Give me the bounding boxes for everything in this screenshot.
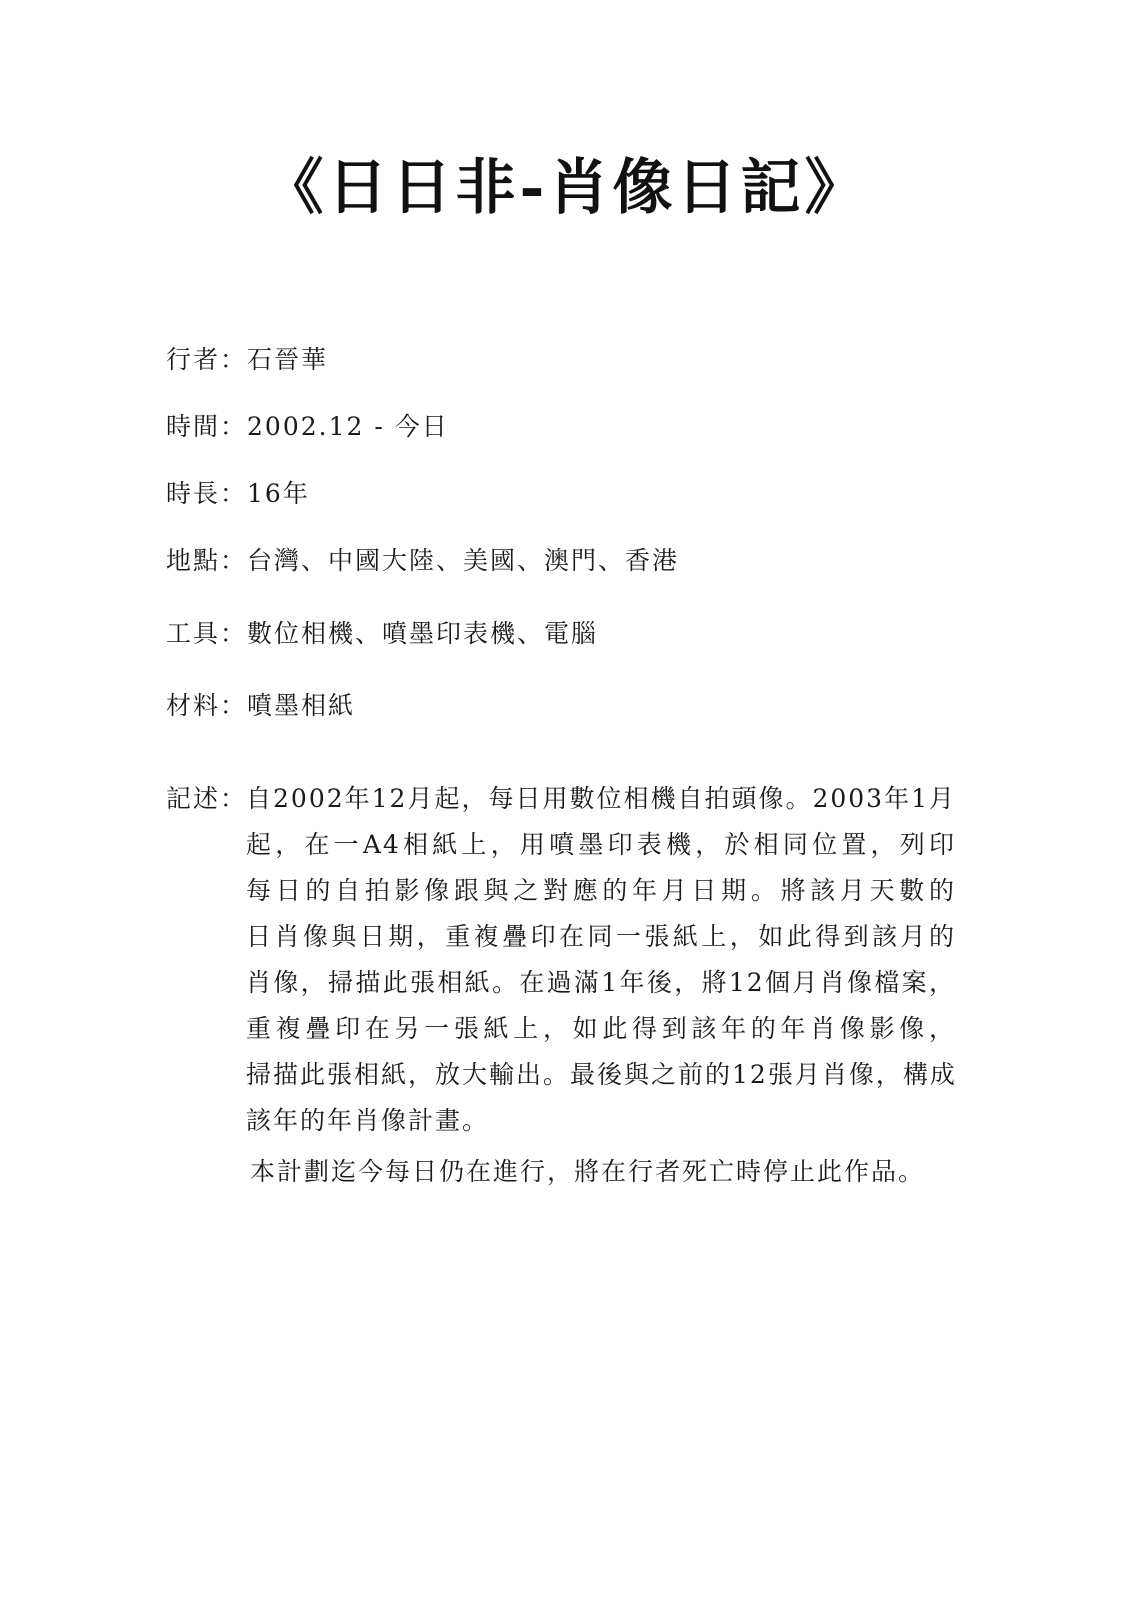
- description-line: 日肖像與日期，重複疊印在同一張紙上，如此得到該月的: [246, 922, 956, 951]
- field-colon: ：: [220, 345, 248, 374]
- description-line: 起，在一A4相紙上，用噴墨印表機，於相同位置，列印: [246, 830, 956, 859]
- field-value: 台灣、中國大陸、美國、澳門、香港: [247, 546, 680, 575]
- field-tools: [166, 616, 598, 652]
- field-value: 數位相機、噴墨印表機、電腦: [247, 619, 599, 648]
- field-materials: [166, 688, 355, 724]
- field-value: 16年: [247, 479, 310, 508]
- field-time: [166, 409, 449, 445]
- description-line: 自2002年12月起，每日用數位相機自拍頭像。2003年1月: [246, 784, 956, 813]
- field-colon: ：: [220, 412, 248, 441]
- closing-statement: 本計劃迄今每日仍在進行，將在行者死亡時停止此作品。: [250, 1157, 926, 1186]
- description-block: [166, 776, 966, 1144]
- field-colon: ：: [220, 479, 248, 508]
- field-duration: [166, 476, 310, 512]
- field-label: 行者: [166, 345, 221, 374]
- field-value: 噴墨相紙: [247, 691, 356, 720]
- description-label: 記述：: [166, 784, 248, 813]
- field-value: 石晉華: [247, 345, 329, 374]
- description-line: 該年的年肖像計畫。: [246, 1106, 490, 1135]
- description-body: [246, 776, 956, 1144]
- description-line: 重複疊印在另一張紙上，如此得到該年的年肖像影像，: [246, 1014, 956, 1043]
- field-label: 地點: [166, 546, 221, 575]
- description-line: 肖像，掃描此張相紙。在過滿1年後，將12個月肖像檔案，: [246, 968, 956, 997]
- field-label: 時長: [166, 479, 221, 508]
- field-label: 材料: [166, 691, 221, 720]
- field-locations: [166, 543, 679, 579]
- description-line: 每日的自拍影像跟與之對應的年月日期。將該月天數的: [246, 876, 956, 905]
- field-colon: ：: [220, 546, 248, 575]
- field-value: 2002.12 - 今日: [247, 412, 449, 441]
- description-line: 掃描此張相紙，放大輸出。最後與之前的12張月肖像，構成: [246, 1060, 957, 1089]
- field-label: 時間: [166, 412, 221, 441]
- field-colon: ：: [220, 619, 248, 648]
- field-performer: [166, 342, 328, 378]
- field-colon: ：: [220, 691, 248, 720]
- document-title: 《日日非-肖像日記》: [263, 153, 869, 223]
- field-label: 工具: [166, 619, 221, 648]
